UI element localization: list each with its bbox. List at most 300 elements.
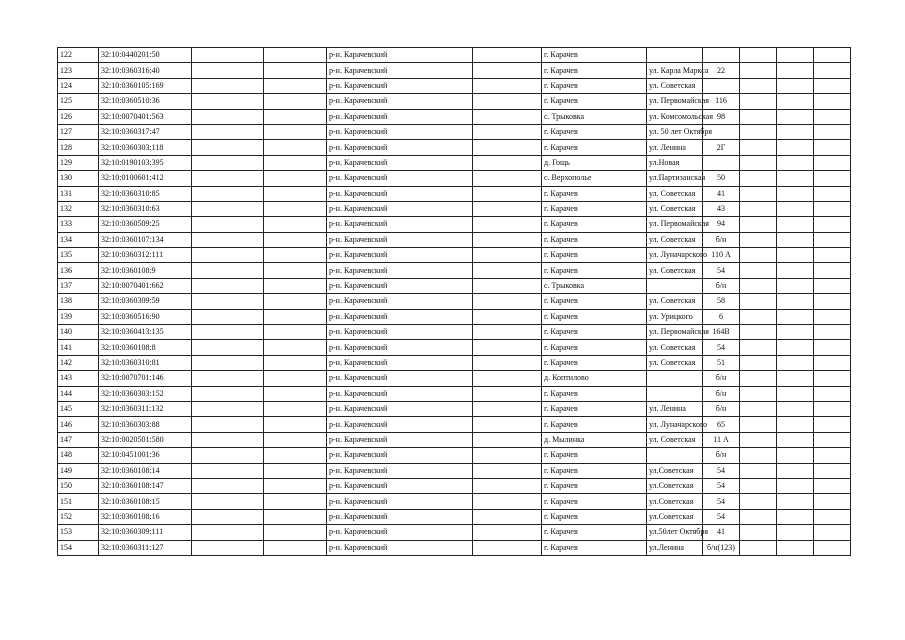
empty-cell bbox=[777, 201, 814, 216]
district-cell: р-н. Карачевский bbox=[327, 171, 473, 186]
empty-cell bbox=[777, 417, 814, 432]
empty-cell bbox=[192, 263, 264, 278]
empty-cell bbox=[740, 171, 777, 186]
empty-cell bbox=[192, 509, 264, 524]
empty-cell bbox=[814, 201, 851, 216]
empty-cell bbox=[473, 78, 542, 93]
district-cell: р-н. Карачевский bbox=[327, 186, 473, 201]
cadastral-number-cell: 32:10:0451001:36 bbox=[99, 448, 192, 463]
house-number-cell: б/н bbox=[703, 371, 740, 386]
locality-cell: с. Трыковка bbox=[542, 109, 647, 124]
street-cell bbox=[647, 371, 703, 386]
cadastral-number-cell: 32:10:0360310:85 bbox=[99, 186, 192, 201]
empty-cell bbox=[473, 325, 542, 340]
empty-cell bbox=[740, 525, 777, 540]
empty-cell bbox=[740, 48, 777, 63]
row-number-cell: 151 bbox=[58, 494, 99, 509]
street-cell: ул. Советская bbox=[647, 355, 703, 370]
empty-cell bbox=[264, 525, 327, 540]
empty-cell bbox=[777, 355, 814, 370]
empty-cell bbox=[814, 94, 851, 109]
empty-cell bbox=[264, 448, 327, 463]
house-number-cell: 54 bbox=[703, 263, 740, 278]
empty-cell bbox=[473, 248, 542, 263]
table-row bbox=[58, 417, 851, 432]
empty-cell bbox=[192, 248, 264, 263]
cadastral-number-cell: 32:10:0360303:88 bbox=[99, 417, 192, 432]
row-number-cell: 154 bbox=[58, 540, 99, 555]
empty-cell bbox=[777, 78, 814, 93]
house-number-cell: 54 bbox=[703, 463, 740, 478]
locality-cell: д. Мылинка bbox=[542, 432, 647, 447]
locality-cell: г. Карачев bbox=[542, 78, 647, 93]
row-number-cell: 149 bbox=[58, 463, 99, 478]
empty-cell bbox=[192, 386, 264, 401]
empty-cell bbox=[264, 294, 327, 309]
empty-cell bbox=[814, 309, 851, 324]
empty-cell bbox=[740, 540, 777, 555]
empty-cell bbox=[192, 371, 264, 386]
row-number-cell: 143 bbox=[58, 371, 99, 386]
row-number-cell: 135 bbox=[58, 248, 99, 263]
street-cell: ул. Первомайская bbox=[647, 94, 703, 109]
empty-cell bbox=[814, 186, 851, 201]
row-number-cell: 147 bbox=[58, 432, 99, 447]
street-cell: ул. Советская bbox=[647, 186, 703, 201]
empty-cell bbox=[473, 432, 542, 447]
empty-cell bbox=[473, 155, 542, 170]
empty-cell bbox=[192, 109, 264, 124]
row-number-cell: 150 bbox=[58, 478, 99, 493]
empty-cell bbox=[777, 124, 814, 139]
street-cell: ул. Первомайская bbox=[647, 217, 703, 232]
empty-cell bbox=[264, 155, 327, 170]
empty-cell bbox=[777, 309, 814, 324]
empty-cell bbox=[473, 94, 542, 109]
row-number-cell: 138 bbox=[58, 294, 99, 309]
empty-cell bbox=[264, 325, 327, 340]
empty-cell bbox=[740, 509, 777, 524]
empty-cell bbox=[740, 278, 777, 293]
empty-cell bbox=[777, 140, 814, 155]
locality-cell: г. Карачев bbox=[542, 355, 647, 370]
empty-cell bbox=[777, 171, 814, 186]
table-row bbox=[58, 494, 851, 509]
cadastral-number-cell: 32:10:0360108:147 bbox=[99, 478, 192, 493]
house-number-cell: 22 bbox=[703, 63, 740, 78]
empty-cell bbox=[740, 448, 777, 463]
empty-cell bbox=[814, 109, 851, 124]
empty-cell bbox=[777, 48, 814, 63]
cadastral-number-cell: 32:10:0360310:63 bbox=[99, 201, 192, 216]
table-row bbox=[58, 309, 851, 324]
house-number-cell: 65 bbox=[703, 417, 740, 432]
empty-cell bbox=[264, 371, 327, 386]
empty-cell bbox=[740, 478, 777, 493]
locality-cell: г. Карачев bbox=[542, 494, 647, 509]
table-row bbox=[58, 124, 851, 139]
row-number-cell: 122 bbox=[58, 48, 99, 63]
empty-cell bbox=[192, 294, 264, 309]
row-number-cell: 123 bbox=[58, 63, 99, 78]
cadastral-number-cell: 32:10:0440201:50 bbox=[99, 48, 192, 63]
house-number-cell bbox=[703, 78, 740, 93]
empty-cell bbox=[740, 494, 777, 509]
empty-cell bbox=[814, 371, 851, 386]
house-number-cell: 98 bbox=[703, 109, 740, 124]
empty-cell bbox=[473, 140, 542, 155]
street-cell: ул. Советская bbox=[647, 232, 703, 247]
cadastral-number-cell: 32:10:0360309:111 bbox=[99, 525, 192, 540]
district-cell: р-н. Карачевский bbox=[327, 371, 473, 386]
property-register-table bbox=[57, 47, 851, 556]
cadastral-number-cell: 32:10:0100601:412 bbox=[99, 171, 192, 186]
district-cell: р-н. Карачевский bbox=[327, 463, 473, 478]
street-cell: ул.Ленина bbox=[647, 540, 703, 555]
locality-cell: г. Карачев bbox=[542, 340, 647, 355]
empty-cell bbox=[777, 525, 814, 540]
empty-cell bbox=[192, 48, 264, 63]
empty-cell bbox=[264, 124, 327, 139]
empty-cell bbox=[777, 263, 814, 278]
street-cell: ул. Советская bbox=[647, 432, 703, 447]
empty-cell bbox=[264, 78, 327, 93]
empty-cell bbox=[264, 109, 327, 124]
house-number-cell bbox=[703, 48, 740, 63]
empty-cell bbox=[192, 325, 264, 340]
locality-cell: г. Карачев bbox=[542, 325, 647, 340]
empty-cell bbox=[814, 140, 851, 155]
house-number-cell: 54 bbox=[703, 509, 740, 524]
district-cell: р-н. Карачевский bbox=[327, 278, 473, 293]
house-number-cell: 43 bbox=[703, 201, 740, 216]
empty-cell bbox=[473, 217, 542, 232]
empty-cell bbox=[777, 386, 814, 401]
table-row bbox=[58, 432, 851, 447]
locality-cell: д. Гощь bbox=[542, 155, 647, 170]
locality-cell: г. Карачев bbox=[542, 248, 647, 263]
empty-cell bbox=[777, 448, 814, 463]
empty-cell bbox=[814, 478, 851, 493]
district-cell: р-н. Карачевский bbox=[327, 48, 473, 63]
row-number-cell: 137 bbox=[58, 278, 99, 293]
empty-cell bbox=[740, 217, 777, 232]
empty-cell bbox=[777, 325, 814, 340]
empty-cell bbox=[192, 217, 264, 232]
empty-cell bbox=[473, 540, 542, 555]
empty-cell bbox=[473, 109, 542, 124]
empty-cell bbox=[777, 63, 814, 78]
locality-cell: г. Карачев bbox=[542, 63, 647, 78]
row-number-cell: 152 bbox=[58, 509, 99, 524]
empty-cell bbox=[473, 309, 542, 324]
locality-cell: д. Коптилово bbox=[542, 371, 647, 386]
cadastral-number-cell: 32:10:0360510:36 bbox=[99, 94, 192, 109]
empty-cell bbox=[192, 63, 264, 78]
cadastral-number-cell: 32:10:0360105:169 bbox=[99, 78, 192, 93]
house-number-cell: б/н bbox=[703, 448, 740, 463]
empty-cell bbox=[777, 340, 814, 355]
table-row bbox=[58, 186, 851, 201]
cadastral-number-cell: 32:10:0360108:9 bbox=[99, 263, 192, 278]
district-cell: р-н. Карачевский bbox=[327, 263, 473, 278]
district-cell: р-н. Карачевский bbox=[327, 309, 473, 324]
district-cell: р-н. Карачевский bbox=[327, 217, 473, 232]
empty-cell bbox=[777, 401, 814, 416]
cadastral-number-cell: 32:10:0360303:152 bbox=[99, 386, 192, 401]
locality-cell: г. Карачев bbox=[542, 540, 647, 555]
row-number-cell: 148 bbox=[58, 448, 99, 463]
row-number-cell: 142 bbox=[58, 355, 99, 370]
district-cell: р-н. Карачевский bbox=[327, 432, 473, 447]
table-row bbox=[58, 355, 851, 370]
row-number-cell: 136 bbox=[58, 263, 99, 278]
empty-cell bbox=[264, 309, 327, 324]
street-cell bbox=[647, 386, 703, 401]
street-cell bbox=[647, 48, 703, 63]
empty-cell bbox=[814, 386, 851, 401]
cadastral-number-cell: 32:10:0360317:47 bbox=[99, 124, 192, 139]
empty-cell bbox=[777, 109, 814, 124]
empty-cell bbox=[740, 248, 777, 263]
cadastral-number-cell: 32:10:0070701:146 bbox=[99, 371, 192, 386]
empty-cell bbox=[814, 48, 851, 63]
empty-cell bbox=[473, 186, 542, 201]
empty-cell bbox=[777, 94, 814, 109]
locality-cell: г. Карачев bbox=[542, 232, 647, 247]
table-row bbox=[58, 140, 851, 155]
district-cell: р-н. Карачевский bbox=[327, 201, 473, 216]
empty-cell bbox=[473, 417, 542, 432]
empty-cell bbox=[473, 401, 542, 416]
street-cell: ул. Ленина bbox=[647, 401, 703, 416]
table-row bbox=[58, 201, 851, 216]
district-cell: р-н. Карачевский bbox=[327, 478, 473, 493]
row-number-cell: 131 bbox=[58, 186, 99, 201]
table-row bbox=[58, 278, 851, 293]
empty-cell bbox=[192, 309, 264, 324]
empty-cell bbox=[264, 401, 327, 416]
locality-cell: г. Карачев bbox=[542, 525, 647, 540]
table-row bbox=[58, 386, 851, 401]
empty-cell bbox=[192, 186, 264, 201]
district-cell: р-н. Карачевский bbox=[327, 386, 473, 401]
cadastral-number-cell: 32:10:0070401:563 bbox=[99, 109, 192, 124]
locality-cell: г. Карачев bbox=[542, 386, 647, 401]
locality-cell: г. Карачев bbox=[542, 417, 647, 432]
empty-cell bbox=[264, 140, 327, 155]
house-number-cell: б/н bbox=[703, 386, 740, 401]
table-row bbox=[58, 463, 851, 478]
district-cell: р-н. Карачевский bbox=[327, 124, 473, 139]
empty-cell bbox=[473, 386, 542, 401]
district-cell: р-н. Карачевский bbox=[327, 109, 473, 124]
house-number-cell: 54 bbox=[703, 340, 740, 355]
cadastral-number-cell: 32:10:0360413:135 bbox=[99, 325, 192, 340]
district-cell: р-н. Карачевский bbox=[327, 448, 473, 463]
street-cell bbox=[647, 448, 703, 463]
locality-cell: г. Карачев bbox=[542, 463, 647, 478]
district-cell: р-н. Карачевский bbox=[327, 294, 473, 309]
empty-cell bbox=[814, 509, 851, 524]
empty-cell bbox=[777, 432, 814, 447]
empty-cell bbox=[777, 294, 814, 309]
district-cell: р-н. Карачевский bbox=[327, 509, 473, 524]
empty-cell bbox=[264, 494, 327, 509]
locality-cell: г. Карачев bbox=[542, 217, 647, 232]
row-number-cell: 126 bbox=[58, 109, 99, 124]
empty-cell bbox=[192, 140, 264, 155]
empty-cell bbox=[740, 155, 777, 170]
house-number-cell: б/н bbox=[703, 232, 740, 247]
table-row bbox=[58, 63, 851, 78]
house-number-cell: 94 bbox=[703, 217, 740, 232]
cadastral-number-cell: 32:10:0190103:395 bbox=[99, 155, 192, 170]
empty-cell bbox=[264, 417, 327, 432]
empty-cell bbox=[264, 463, 327, 478]
house-number-cell: 116 bbox=[703, 94, 740, 109]
empty-cell bbox=[740, 63, 777, 78]
district-cell: р-н. Карачевский bbox=[327, 140, 473, 155]
table-row bbox=[58, 171, 851, 186]
empty-cell bbox=[192, 355, 264, 370]
street-cell: ул.Советская bbox=[647, 509, 703, 524]
district-cell: р-н. Карачевский bbox=[327, 232, 473, 247]
empty-cell bbox=[740, 263, 777, 278]
street-cell: ул. Советская bbox=[647, 340, 703, 355]
empty-cell bbox=[473, 48, 542, 63]
street-cell: ул. Советская bbox=[647, 201, 703, 216]
empty-cell bbox=[777, 186, 814, 201]
empty-cell bbox=[264, 217, 327, 232]
table-row bbox=[58, 294, 851, 309]
empty-cell bbox=[473, 63, 542, 78]
empty-cell bbox=[814, 171, 851, 186]
empty-cell bbox=[814, 325, 851, 340]
empty-cell bbox=[740, 371, 777, 386]
empty-cell bbox=[777, 217, 814, 232]
empty-cell bbox=[473, 355, 542, 370]
register-body bbox=[58, 48, 851, 556]
empty-cell bbox=[192, 94, 264, 109]
locality-cell: г. Карачев bbox=[542, 140, 647, 155]
table-row bbox=[58, 325, 851, 340]
district-cell: р-н. Карачевский bbox=[327, 63, 473, 78]
cadastral-number-cell: 32:10:0070401:662 bbox=[99, 278, 192, 293]
empty-cell bbox=[740, 325, 777, 340]
house-number-cell: 164В bbox=[703, 325, 740, 340]
cadastral-number-cell: 32:10:0020501:580 bbox=[99, 432, 192, 447]
empty-cell bbox=[740, 294, 777, 309]
empty-cell bbox=[777, 278, 814, 293]
row-number-cell: 146 bbox=[58, 417, 99, 432]
empty-cell bbox=[473, 124, 542, 139]
row-number-cell: 139 bbox=[58, 309, 99, 324]
locality-cell: г. Карачев bbox=[542, 186, 647, 201]
empty-cell bbox=[740, 355, 777, 370]
empty-cell bbox=[814, 432, 851, 447]
empty-cell bbox=[264, 94, 327, 109]
table-row bbox=[58, 217, 851, 232]
street-cell: ул.Партизанская bbox=[647, 171, 703, 186]
empty-cell bbox=[473, 463, 542, 478]
empty-cell bbox=[814, 278, 851, 293]
empty-cell bbox=[814, 124, 851, 139]
row-number-cell: 132 bbox=[58, 201, 99, 216]
locality-cell: г. Карачев bbox=[542, 263, 647, 278]
empty-cell bbox=[192, 78, 264, 93]
row-number-cell: 127 bbox=[58, 124, 99, 139]
table-row bbox=[58, 48, 851, 63]
empty-cell bbox=[473, 263, 542, 278]
empty-cell bbox=[740, 417, 777, 432]
street-cell: ул. Карла Маркса bbox=[647, 63, 703, 78]
empty-cell bbox=[777, 155, 814, 170]
empty-cell bbox=[192, 432, 264, 447]
row-number-cell: 144 bbox=[58, 386, 99, 401]
street-cell: ул. Ленина bbox=[647, 140, 703, 155]
district-cell: р-н. Карачевский bbox=[327, 494, 473, 509]
empty-cell bbox=[473, 478, 542, 493]
empty-cell bbox=[740, 109, 777, 124]
street-cell: ул. Советская bbox=[647, 294, 703, 309]
empty-cell bbox=[473, 171, 542, 186]
row-number-cell: 145 bbox=[58, 401, 99, 416]
cadastral-number-cell: 32:10:0360311:127 bbox=[99, 540, 192, 555]
cadastral-number-cell: 32:10:0360107:134 bbox=[99, 232, 192, 247]
locality-cell: г. Карачев bbox=[542, 48, 647, 63]
district-cell: р-н. Карачевский bbox=[327, 325, 473, 340]
locality-cell: г. Карачев bbox=[542, 94, 647, 109]
empty-cell bbox=[192, 340, 264, 355]
empty-cell bbox=[814, 63, 851, 78]
table-row bbox=[58, 109, 851, 124]
empty-cell bbox=[264, 540, 327, 555]
empty-cell bbox=[740, 401, 777, 416]
empty-cell bbox=[473, 448, 542, 463]
empty-cell bbox=[192, 171, 264, 186]
district-cell: р-н. Карачевский bbox=[327, 94, 473, 109]
street-cell: ул.Советская bbox=[647, 478, 703, 493]
street-cell: ул.Новая bbox=[647, 155, 703, 170]
empty-cell bbox=[473, 509, 542, 524]
empty-cell bbox=[740, 201, 777, 216]
empty-cell bbox=[192, 448, 264, 463]
empty-cell bbox=[777, 232, 814, 247]
empty-cell bbox=[264, 201, 327, 216]
empty-cell bbox=[740, 140, 777, 155]
empty-cell bbox=[473, 371, 542, 386]
empty-cell bbox=[264, 432, 327, 447]
empty-cell bbox=[814, 448, 851, 463]
table-row bbox=[58, 540, 851, 555]
table-row bbox=[58, 448, 851, 463]
street-cell: ул.Советская bbox=[647, 494, 703, 509]
empty-cell bbox=[473, 201, 542, 216]
district-cell: р-н. Карачевский bbox=[327, 417, 473, 432]
empty-cell bbox=[740, 386, 777, 401]
empty-cell bbox=[264, 186, 327, 201]
house-number-cell bbox=[703, 155, 740, 170]
locality-cell: г. Карачев bbox=[542, 124, 647, 139]
district-cell: р-н. Карачевский bbox=[327, 248, 473, 263]
house-number-cell: 51 bbox=[703, 355, 740, 370]
empty-cell bbox=[814, 155, 851, 170]
empty-cell bbox=[740, 340, 777, 355]
empty-cell bbox=[814, 217, 851, 232]
empty-cell bbox=[777, 540, 814, 555]
empty-cell bbox=[740, 94, 777, 109]
